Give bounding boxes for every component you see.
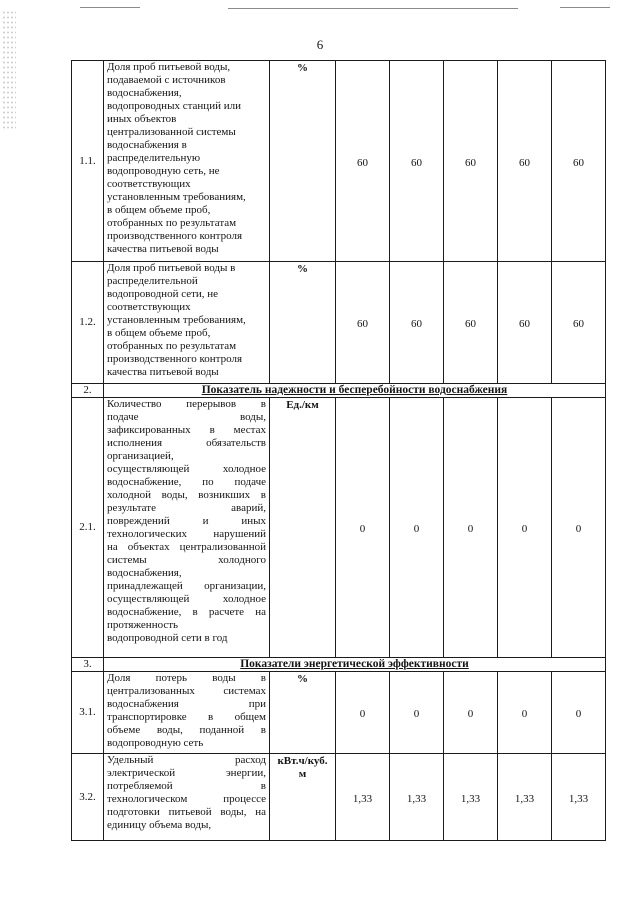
table-row [72,61,606,262]
description-line: протяженность [107,619,179,631]
description-line: Удельный расход [107,754,266,766]
description-line: Доля проб питьевой воды, [107,61,231,73]
value-cell: 0 [390,672,444,754]
row-number: 2. [72,384,104,398]
table-section-row [72,658,606,672]
value-cell: 60 [444,61,498,262]
description-line: Доля проб питьевой воды в [107,262,236,274]
description-line: отобранных по результатам [107,340,237,352]
scan-artifact-line [228,8,518,9]
indicator-description [104,262,270,384]
value-cell: 1,33 [498,754,552,841]
description-line: распределительной [107,275,198,287]
indicators-table [71,60,606,841]
description-line: водоснабжения, [107,87,182,99]
unit-of-measure: кВт.ч/куб. м [270,754,336,841]
description-line: водопроводную сеть [107,737,204,749]
description-line: централизованных системах [107,685,266,697]
description-line: технологическом процессе [107,793,266,805]
description-line: подготовки питьевой воды, на [107,806,266,818]
description-line: установленным требованиям, [107,314,246,326]
row-number: 1.2. [72,262,104,384]
description-line: распределительную [107,152,201,164]
value-cell: 1,33 [444,754,498,841]
value-cell: 0 [552,672,606,754]
description-line: отобранных по результатам [107,217,237,229]
description-line: качества питьевой воды [107,366,219,378]
description-line: технологических нарушений [107,528,266,540]
row-number: 3.1. [72,672,104,754]
value-cell: 1,33 [390,754,444,841]
indicator-description [104,672,270,754]
description-line: единицу объема воды, [107,819,212,831]
table-row [72,262,606,384]
value-cell: 60 [552,61,606,262]
value-cell: 0 [552,398,606,658]
value-cell: 0 [336,398,390,658]
description-line: подаваемой с источников [107,74,226,86]
value-cell: 60 [390,262,444,384]
description-line: водопроводной сети в год [107,632,228,644]
description-line: водопроводной сети, не [107,288,219,300]
scan-artifact-line [560,7,610,8]
value-cell: 0 [444,672,498,754]
unit-of-measure: % [270,262,336,384]
section-title: Показатели энергетической эффективности [104,658,606,672]
description-line: установленным требованиям, [107,191,246,203]
row-number: 2.1. [72,398,104,658]
unit-of-measure: Ед./км [270,398,336,658]
value-cell: 60 [498,61,552,262]
value-cell: 0 [336,672,390,754]
value-cell: 0 [498,672,552,754]
description-line: соответствующих [107,178,191,190]
value-cell: 60 [336,262,390,384]
table-section-row [72,384,606,398]
description-line: в общем объеме проб, [107,204,211,216]
description-line: водопроводную сеть, не [107,165,220,177]
value-cell: 0 [444,398,498,658]
description-line: соответствующих [107,301,191,313]
description-line: Доля потерь воды в [107,672,266,684]
description-line: зафиксированных в местах [107,424,266,436]
description-line: потребляемой в [107,780,266,792]
description-line: принадлежащей организации, [107,580,266,592]
row-number: 3.2. [72,754,104,841]
indicator-description [104,398,270,658]
value-cell: 60 [336,61,390,262]
value-cell: 1,33 [552,754,606,841]
row-number: 3. [72,658,104,672]
description-line: осуществляющей холодное [107,463,266,475]
unit-of-measure: % [270,672,336,754]
description-line: исполнения обязательств [107,437,266,449]
scan-artifact-line [80,7,140,8]
description-line: водоснабжения при [107,698,266,710]
description-line: качества питьевой воды [107,243,219,255]
indicator-description [104,61,270,262]
value-cell: 1,33 [336,754,390,841]
description-line: водопроводных станций или [107,100,241,112]
unit-of-measure: % [270,61,336,262]
table-row [72,754,606,841]
description-line: в общем объеме проб, [107,327,211,339]
description-line: водоснабжения, [107,567,182,579]
description-line: электрической энергии, [107,767,266,779]
section-title: Показатель надежности и бесперебойности водоснабжения [104,384,606,398]
description-line: подаче воды, [107,411,266,423]
row-number: 1.1. [72,61,104,262]
description-line: на объектах централизованной [107,541,266,553]
description-line: централизованной системы [107,126,236,138]
description-line: Количество перерывов в [107,398,266,410]
description-line: производственного контроля [107,353,242,365]
value-cell: 60 [498,262,552,384]
table-row [72,672,606,754]
value-cell: 60 [390,61,444,262]
description-line: системы холодного [107,554,266,566]
value-cell: 60 [552,262,606,384]
description-line: объеме воды, поданной в [107,724,266,736]
scan-noise [2,10,16,130]
description-line: водоснабжение, в расчете на [107,606,266,618]
description-line: иных объектов [107,113,177,125]
description-line: организацией, [107,450,174,462]
description-line: повреждений и иных [107,515,266,527]
description-line: производственного контроля [107,230,242,242]
description-line: водоснабжение, по подаче [107,476,266,488]
value-cell: 0 [390,398,444,658]
description-line: результате аварий, [107,502,266,514]
table-row [72,398,606,658]
value-cell: 60 [444,262,498,384]
description-line: холодной воды, возникших в [107,489,266,501]
description-line: водоснабжения в [107,139,187,151]
description-line: транспортировке в общем [107,711,266,723]
description-line: осуществляющей холодное [107,593,266,605]
value-cell: 0 [498,398,552,658]
page-number: 6 [316,37,324,52]
indicator-description [104,754,270,841]
